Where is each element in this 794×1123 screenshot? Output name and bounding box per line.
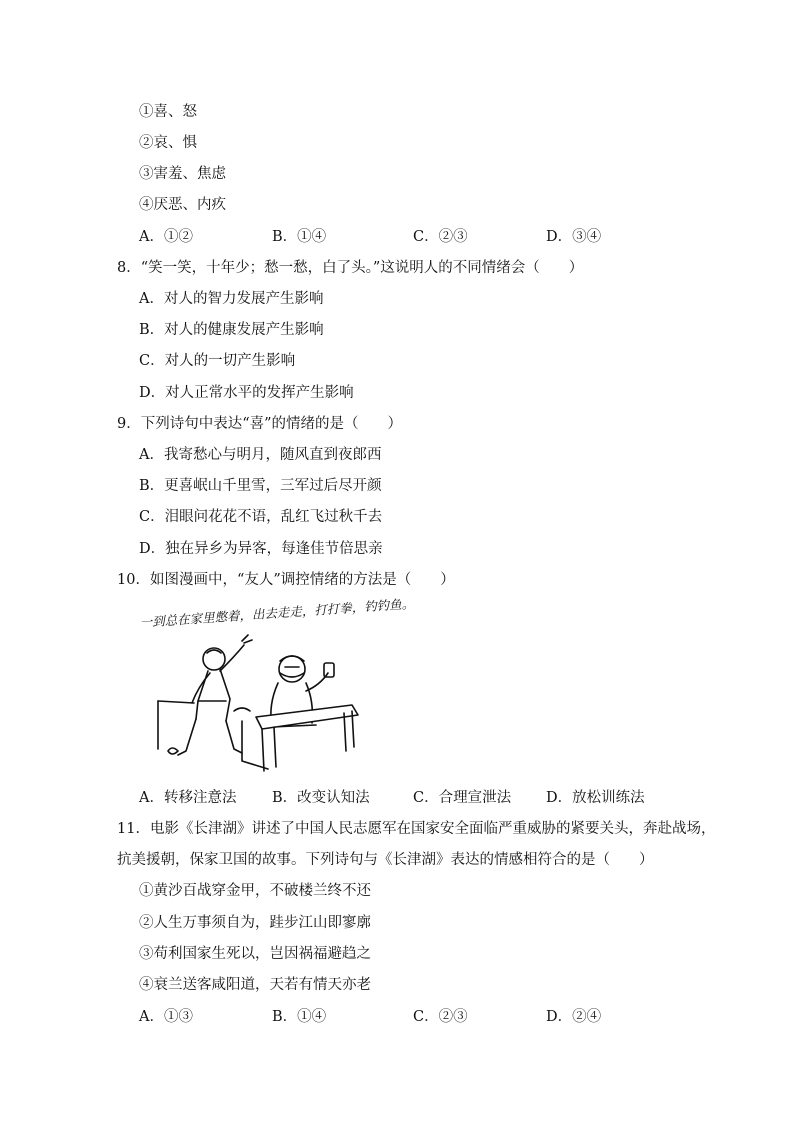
q10-options [0,788,794,808]
q8-option-c: C．对人的一切产生影响 [139,353,296,369]
q10-stem: 10．如图漫画中，“友人”调控情绪的方法是（ ） [117,572,455,588]
q7-option-c: C．②③ [413,229,468,245]
svg-text:一到总在家里憋着，出去走走，打打拳，钓钓鱼。: 一到总在家里憋着，出去走走，打打拳，钓钓鱼。 [139,595,415,630]
q8-option-d: D．对人正常水平的发挥产生影响 [139,385,354,401]
q11-item-3: ③苟利国家生死以，岂因祸福避趋之 [139,946,371,962]
q7-item-4: ④厌恶、内疚 [139,197,226,213]
q11-stem-line2: 抗美援朝，保家卫国的故事。下列诗句与《长津湖》表达的情感相符合的是（ ） [117,852,654,868]
q8-stem: 8．“笑一笑，十年少；愁一愁，白了头。”这说明人的不同情绪会（ ） [117,260,584,276]
q11-option-b: B．①④ [272,1009,327,1025]
q10-option-a: A．转移注意法 [139,790,237,806]
q7-item-2: ②哀、惧 [139,135,197,151]
q11-stem-line1: 11．电影《长津湖》讲述了中国人民志愿军在国家安全面临严重威胁的紧要关头，奔赴战场， [117,821,716,837]
q9-option-a: A．我寄愁心与明月，随风直到夜郎西 [139,447,382,463]
q9-option-d: D．独在异乡为异客，每逢佳节倍思亲 [139,541,383,557]
q9-stem: 9．下列诗句中表达“喜”的情绪的是（ ） [117,416,403,432]
q7-item-1: ①喜、怒 [139,104,197,120]
q8-option-a: A．对人的智力发展产生影响 [139,291,324,307]
q9-option-b: B．更喜岷山千里雪，三军过后尽开颜 [139,478,382,494]
q11-item-1: ①黄沙百战穿金甲，不破楼兰终不还 [139,883,371,899]
q8-option-b: B．对人的健康发展产生影响 [139,322,324,338]
q11-options [0,1007,794,1027]
q7-option-b: B．①④ [272,229,327,245]
q11-item-2: ②人生万事须自为，跬步江山即寥廓 [139,915,371,931]
q11-option-a: A．①③ [139,1009,193,1025]
q11-item-4: ④衰兰送客咸阳道，天若有情天亦老 [139,977,371,993]
q7-item-3: ③害羞、焦虑 [139,166,226,182]
q11-option-d: D．②④ [546,1009,602,1025]
q7-options [0,227,794,247]
q11-option-c: C．②③ [413,1009,468,1025]
q10-option-d: D．放松训练法 [546,790,645,806]
q7-option-a: A．①② [139,229,193,245]
q9-option-c: C．泪眼问花花不语，乱红飞过秋千去 [139,509,383,525]
cartoon-image [138,595,415,781]
q7-option-d: D．③④ [546,229,602,245]
q10-option-b: B．改变认知法 [272,790,370,806]
q10-option-c: C．合理宣泄法 [413,790,512,806]
